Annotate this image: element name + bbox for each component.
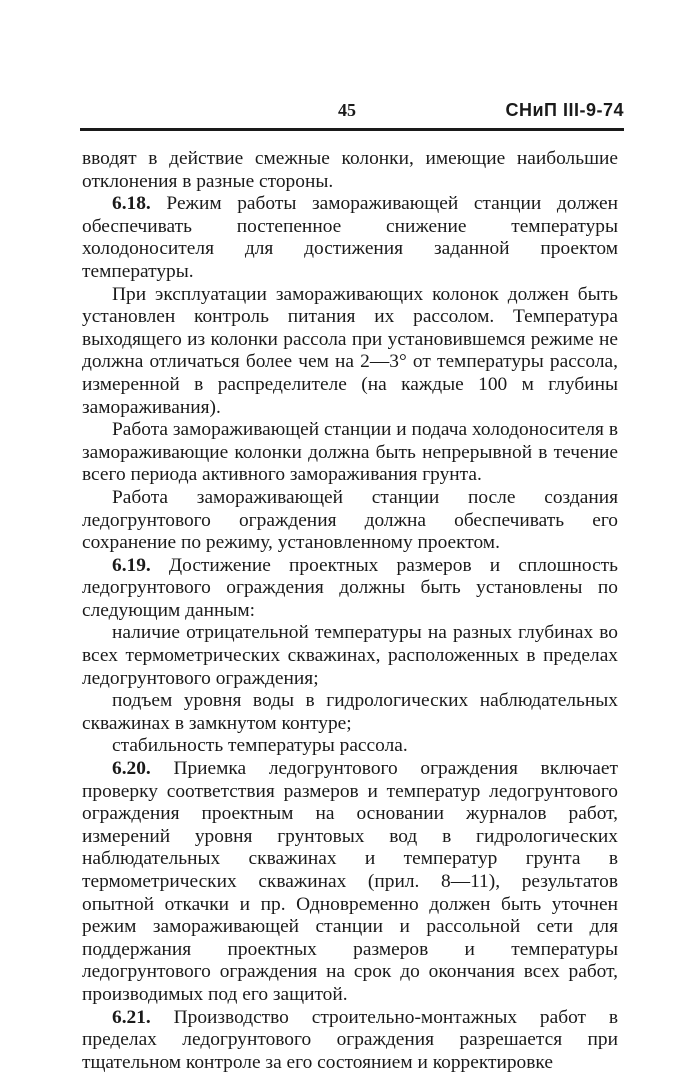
clause-6-19: 6.19. Достижение проектных размеров и сплошность ледогрунтового ограждения должны быть установлены по следующим данным: [82,554,618,621]
clause-number: 6.18. [112,193,151,215]
clause-6-20: 6.20. Приемка ледогрунтового ограждения включает проверку соответствия размеров и температур ледогрунтового ограждения проектным на основании журналов работ, измерений уровня грунтовых вод в гидрологических наблюдательных скважинах и температур грунта в термометрических скважинах (прил. 8—11), результатов опытной откачки и пр. Одновременно должен быть уточнен режим замораживающей станции и рассольной сети для поддержания проектных размеров и температуры ледогрунтового ограждения на срок до окончания всех работ, производимых под его защитой. [82,758,618,1005]
document-code: СНиП III-9-74 [505,100,624,120]
list-item: наличие отрицательной температуры на разных глубинах во всех термометрических скважинах, расположенных в пределах ледогрунтового ограждения; [82,622,618,689]
page-header [80,100,624,126]
list-item: подъем уровня воды в гидрологических наблюдательных скважинах в замкнутом контуре; [82,690,618,734]
paragraph-continuation: вводят в действие смежные колонки, имеющие наибольшие отклонения в разные стороны. [82,148,618,192]
paragraph: При эксплуатации замораживающих колонок должен быть установлен контроль питания их рассолом. Температура выходящего из колонки рассола при установившемся режиме не должна отличаться более чем на 2—3° от температуры рассола, измеренной в распределителе (на каждые 100 м глубины замораживания). [82,283,618,418]
page-number: 45 [338,100,356,120]
paragraph: Работа замораживающей станции и подача холодоносителя в замораживающие колонки должна быть непрерывной в течение всего периода активного замораживания грунта. [82,419,618,486]
document-body [82,148,618,1074]
clause-number: 6.20. [112,758,151,780]
header-rule [80,128,624,131]
clause-6-21: 6.21. Производство строительно-монтажных работ в пределах ледогрунтового ограждения разрешается при тщательном контроле за его состоянием и корректировке [82,1006,618,1073]
clause-number: 6.21. [112,1006,151,1028]
clause-number: 6.19. [112,554,151,576]
list-item: стабильность температуры рассола. [112,735,408,757]
paragraph: Работа замораживающей станции после создания ледогрунтового ограждения должна обеспечивать его сохранение по режиму, установленному проектом. [82,486,618,554]
clause-6-18: 6.18. Режим работы замораживающей станции должен обеспечивать постепенное снижение температуры холодоносителя для достижения заданной проектом температуры. [82,193,618,282]
